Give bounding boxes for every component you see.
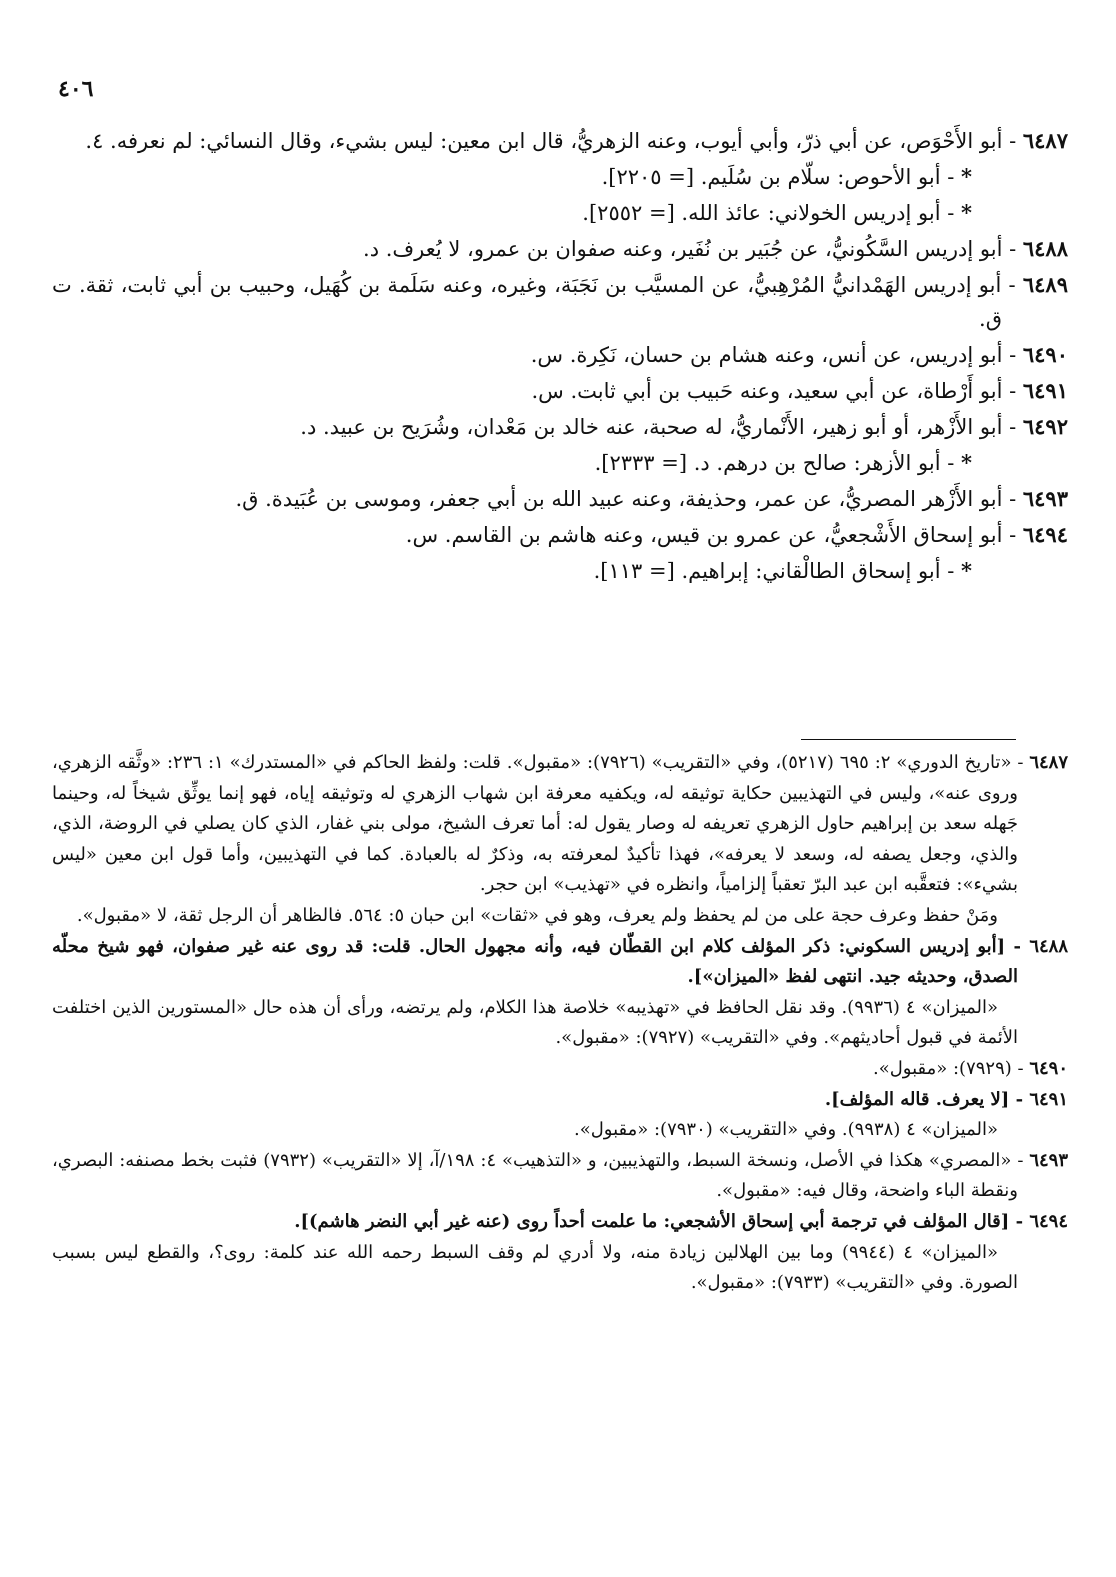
cross-reference-text: أبو إسحاق الطالْقاني: إبراهيم. [= ١١٣]. — [593, 559, 941, 583]
entry-text: أبو إدريس السَّكُونيُّ، عن جُبَير بن نُفَير، وعنه صفوان بن عمرو، لا يُعرف. د. — [363, 237, 1003, 261]
footnote-paragraph: «الميزان» ٤ (٩٩٣٨). وفي «التقريب» (٧٩٣٠): «مقبول». — [573, 1119, 998, 1141]
biography-entry — [52, 410, 1068, 444]
ref-dash: - — [940, 559, 962, 583]
cross-reference-text: أبو الأحوص: سلّام بن سُلَيم. [= ٢٢٠٥]. — [601, 165, 941, 189]
cross-reference — [52, 554, 1068, 588]
biography-entry — [52, 268, 1068, 336]
asterisk-marker: * — [961, 200, 972, 225]
footnote-dash: - — [1009, 1088, 1030, 1110]
entry-dash: - — [1001, 273, 1023, 297]
footnote-text: [قال المؤلف في ترجمة أبي إسحاق الأشجعي: ما علمت أحداً روى (عنه غير أبي النضر هاشم)]. — [294, 1210, 1010, 1232]
entry-dash: - — [1002, 523, 1023, 547]
footnote — [52, 1146, 1068, 1207]
cross-reference — [52, 160, 1068, 194]
footnote-dash: - — [1011, 1149, 1030, 1171]
asterisk-marker: * — [961, 164, 972, 189]
entry-number: ٦٤٨٩ — [1022, 272, 1068, 297]
entry-text: أبو إدريس الهَمْدانيُّ المُرْهِبيُّ، عن المسيَّب بن نَجَبَة، وغيره، وعنه سَلَمة بن كُهَيل، وحبيب بن أبي ثابت، ثقة. ت ق. — [52, 273, 1002, 331]
footnote-text: [لا يعرف. قاله المؤلف]. — [824, 1088, 1010, 1110]
ref-dash: - — [940, 451, 962, 475]
footnote-divider — [801, 739, 1016, 740]
cross-reference-text: أبو إدريس الخولاني: عائذ الله. [= ٢٥٥٢]. — [582, 201, 941, 225]
main-text — [52, 124, 1068, 590]
footnote — [52, 748, 1068, 901]
entry-number: ٦٤٩٢ — [1022, 414, 1068, 439]
footnote-number: ٦٤٩١ — [1029, 1088, 1068, 1110]
asterisk-marker: * — [961, 558, 972, 583]
footnote — [52, 932, 1068, 993]
footnote-number: ٦٤٨٨ — [1029, 935, 1068, 957]
entry-dash: - — [1002, 129, 1023, 153]
cross-reference — [52, 196, 1068, 230]
ref-dash: - — [940, 165, 962, 189]
biography-entry — [52, 232, 1068, 266]
biography-entry — [52, 374, 1068, 408]
page-number: ٤٠٦ — [58, 76, 94, 102]
footnote-text: «تاريخ الدوري» ٢: ٦٩٥ (٥٢١٧)، وفي «التقريب» (٧٩٢٦): «مقبول». قلت: ولفظ الحاكم في «المستدرك» ١: ٢٣٦: «وثَّقه الزهري، وروى عنه»، وليس في التهذيبين حكاية توثيقه له، ويكفيه معرفة ابن شهاب الزهري له وتوثيقه إياه، فهو إنما يوثِّق شيخاً له، وحينما جَهله سعد بن إبراهيم حاول الزهري تعريفه له وصار يقول له: أما تعرف الشيخ، مولى بني غفار، الذي كان يصلي في الروضة، الذي، والذي، وجعل يصفه له، وسعد لا يعرفه»، فهذا تأكيدٌ لمعرفته به، وذكرٌ له بالعبادة. كما في التهذيبين، وأما قول ابن معين «ليس بشيء»: فتعقَّبه ابن عبد البرّ تعقباً إلزامياً، وانظره في «تهذيب» ابن حجر. — [52, 752, 1018, 896]
footnote-dash: - — [1009, 1210, 1030, 1232]
footnote — [52, 1207, 1068, 1238]
biography-entry — [52, 124, 1068, 158]
entry-number: ٦٤٨٧ — [1022, 128, 1068, 153]
footnote-text: [أبو إدريس السكوني: ذكر المؤلف كلام ابن القطّان فيه، وأنه مجهول الحال. قلت: قد روى عنه غير صفوان، فهو شيخ محلّه الصدق، وحديثه جيد. انتهى لفظ «الميزان»]. — [52, 935, 1018, 988]
entry-dash: - — [1002, 343, 1023, 367]
footnote-text: «المصري» هكذا في الأصل، ونسخة السبط، والتهذيبين، و «التذهيب» ٤: ١٩٨/آ، إلا «التقريب» (٧٩٣٢) فثبت بخط مصنفه: البصري، ونقطة الباء واضحة، وقال فيه: «مقبول». — [52, 1149, 1018, 1202]
entry-text: أبو إدريس، عن أنس، وعنه هشام بن حسان، نَكِرة. س. — [530, 343, 1003, 367]
entry-dash: - — [1002, 415, 1023, 439]
biography-entry — [52, 338, 1068, 372]
footnote-text: (٧٩٢٩): «مقبول». — [872, 1057, 1012, 1079]
cross-reference-text: أبو الأزهر: صالح بن درهم. د. [= ٢٣٣٣]. — [594, 451, 941, 475]
footnote-number: ٦٤٨٧ — [1029, 752, 1068, 773]
asterisk-marker: * — [961, 450, 972, 475]
entry-number: ٦٤٩٠ — [1022, 342, 1068, 367]
footnote-dash: - — [1005, 935, 1030, 957]
footnote-dash: - — [1011, 752, 1030, 773]
biography-entry — [52, 482, 1068, 516]
entry-dash: - — [1002, 487, 1023, 511]
footnote-number: ٦٤٩٣ — [1029, 1149, 1068, 1171]
footnotes — [52, 748, 1068, 1299]
entry-text: أبو الأَزْهر، أو أبو زهير، الأَنْماريُّ، له صحبة، عنه خالد بن مَعْدان، وشُرَيح بن عبيد. د. — [300, 415, 1003, 439]
entry-number: ٦٤٨٨ — [1022, 236, 1068, 261]
entry-dash: - — [1002, 237, 1023, 261]
cross-reference — [52, 446, 1068, 480]
entry-text: أبو إسحاق الأَشْجعيُّ، عن عمرو بن قيس، وعنه هاشم بن القاسم. س. — [405, 523, 1003, 547]
biography-entry — [52, 518, 1068, 552]
entry-number: ٦٤٩٤ — [1022, 522, 1068, 547]
footnote-paragraph: «الميزان» ٤ (٩٩٣٦). وقد نقل الحافظ في «تهذيبه» خلاصة هذا الكلام، ولم يرتضه، ورأى أن هذه حال «المستورين الذين اختلفت الأئمة في قبول أحاديثهم». وفي «التقريب» (٧٩٢٧): «مقبول». — [52, 996, 1018, 1049]
entry-text: أبو أَرْطاة، عن أبي سعيد، وعنه حَبيب بن أبي ثابت. س. — [531, 379, 1003, 403]
entry-number: ٦٤٩٣ — [1022, 486, 1068, 511]
footnote-paragraph: «الميزان» ٤ (٩٩٤٤) وما بين الهلالين زيادة منه، ولا أدري لم وقف السبط رحمه الله عند كلمة: روى؟، والقطع ليس بسبب الصورة. وفي «التقريب» (٧٩٣٣): «مقبول». — [52, 1241, 1018, 1294]
entry-text: أبو الأَزْهر المصريُّ، عن عمر، وحذيفة، وعنه عبيد الله بن أبي جعفر، وموسى بن عُبَيدة. ق. — [235, 487, 1003, 511]
footnote — [52, 1054, 1068, 1085]
ref-dash: - — [940, 201, 962, 225]
footnote-number: ٦٤٩٤ — [1029, 1210, 1068, 1232]
footnote-number: ٦٤٩٠ — [1029, 1057, 1068, 1079]
footnote-dash: - — [1011, 1057, 1030, 1079]
footnote-paragraph: ومَنْ حفظ وعرف حجة على من لم يحفظ ولم يعرف، وهو في «ثقات» ابن حبان ٥: ٥٦٤. فالظاهر أن الرجل ثقة، لا «مقبول». — [76, 904, 998, 926]
entry-text: أبو الأَحْوَص، عن أبي ذرّ، وأبي أيوب، وعنه الزهريُّ، قال ابن معين: ليس بشيء، وقال النسائي: لم نعرفه. ٤. — [85, 129, 1003, 153]
entry-dash: - — [1002, 379, 1023, 403]
entry-number: ٦٤٩١ — [1022, 378, 1068, 403]
footnote — [52, 1085, 1068, 1116]
